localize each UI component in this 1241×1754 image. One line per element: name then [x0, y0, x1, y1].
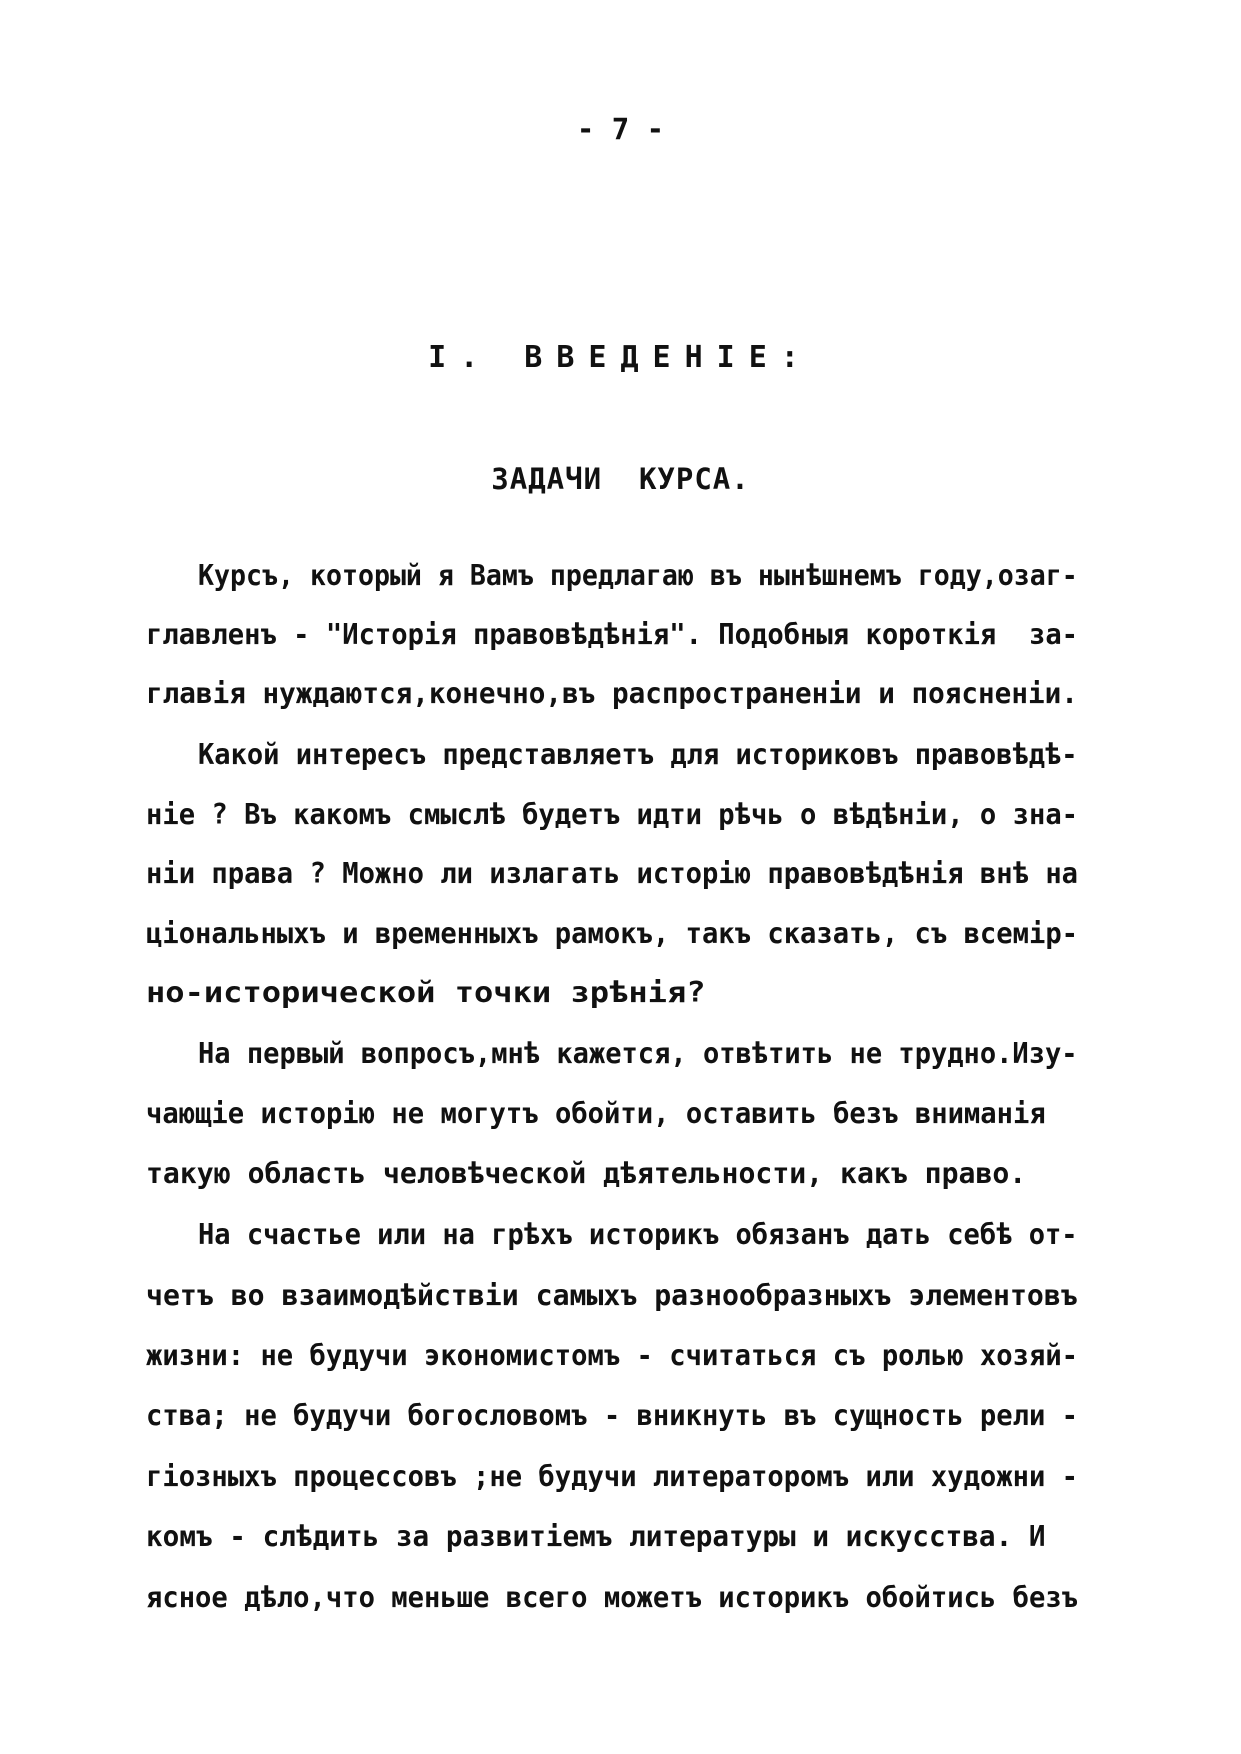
text-line-2: главленъ - "Исторiя правовѣдѣнiя". Подобныя короткiя за-	[146, 618, 1079, 651]
text-line-12: На счастье или на грѣхъ историкъ обязанъ дать себѣ от-	[198, 1218, 1078, 1251]
text-line-16: гiозныхъ процессовъ ;не будучи литераторомъ или художни -	[146, 1460, 1079, 1493]
text-line-6: нiи права ? Можно ли излагать исторiю правовѣдѣнiя внѣ на	[146, 857, 1079, 890]
chapter-title: I. ВВЕДЕНIЕ:	[428, 340, 813, 375]
text-line-17: комъ - слѣдить за развитiемъ литературы и искусства. И	[146, 1520, 1046, 1553]
text-line-8: но-исторической точки зрѣнiя?	[146, 976, 706, 1009]
text-line-1: Курсъ, который я Вамъ предлагаю въ нынѣшнемъ году,озаг-	[198, 559, 1078, 592]
page-number: - 7 -	[576, 112, 665, 146]
text-line-11: такую область человѣческой дѣятельности, какъ право.	[146, 1157, 1027, 1190]
text-line-18: ясное дѣло,что меньше всего можетъ историкъ обойтись безъ	[146, 1581, 1079, 1614]
text-line-13: четъ во взаимодѣйствiи самыхъ разнообразныхъ элементовъ	[146, 1279, 1078, 1312]
text-line-7: цiональныхъ и временныхъ рамокъ, такъ сказать, съ всемiр-	[146, 917, 1079, 950]
text-line-5: нiе ? Въ какомъ смыслѣ будетъ идти рѣчь о вѣдѣнiи, о зна-	[146, 798, 1079, 831]
text-line-14: жизни: не будучи экономистомъ - считаться съ ролью хозяй-	[146, 1339, 1079, 1372]
text-line-4: Какой интересъ представляетъ для историковъ правовѣдѣ-	[198, 738, 1078, 771]
text-line-15: ства; не будучи богословомъ - вникнуть въ сущность рели -	[146, 1399, 1079, 1432]
text-line-9: На первый вопросъ,мнѣ кажется, отвѣтить не трудно.Изу-	[198, 1037, 1078, 1070]
text-line-10: чающiе исторiю не могутъ обойти, оставить безъ вниманiя	[146, 1097, 1046, 1130]
text-line-3: главiя нуждаются,конечно,въ распространенiи и поясненiи.	[146, 677, 1078, 710]
section-title: ЗАДАЧИ КУРСА.	[491, 462, 750, 496]
